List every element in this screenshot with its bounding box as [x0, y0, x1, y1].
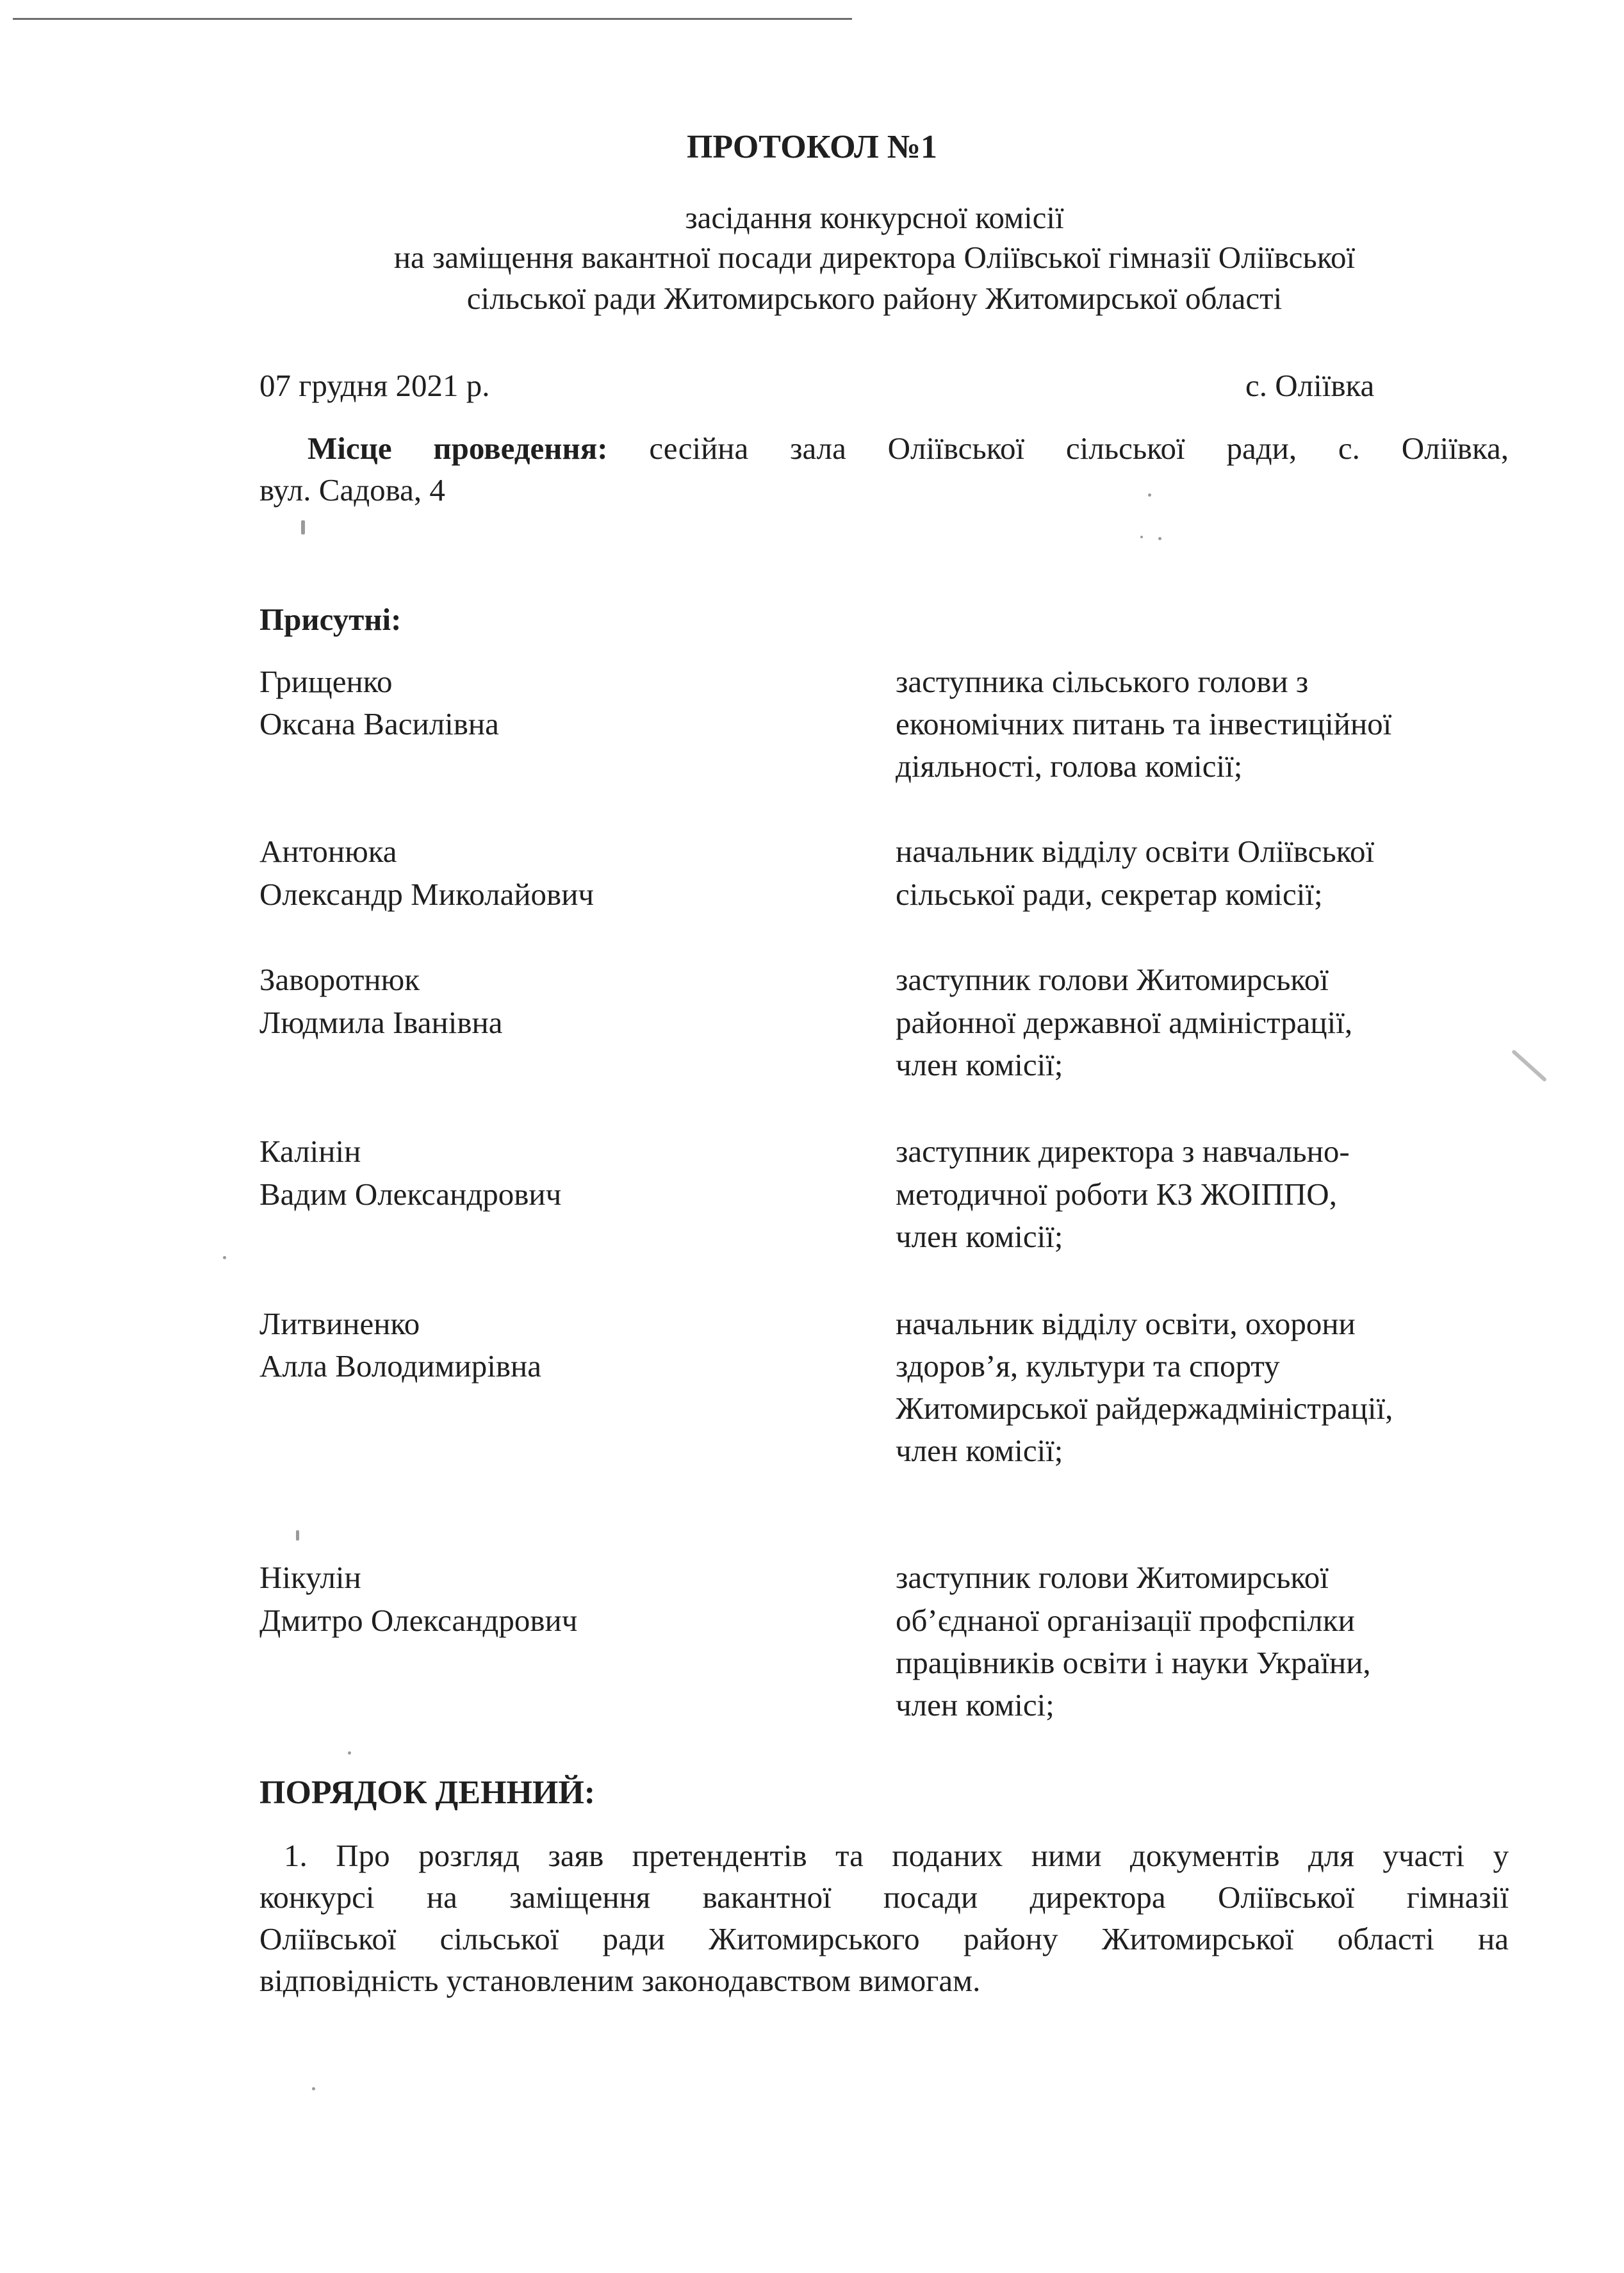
member-given-names: Людмила Іванівна: [259, 1005, 503, 1040]
scan-edge-line: [13, 18, 852, 20]
agenda-item-1: [259, 1835, 1509, 2001]
member-given-names: Дмитро Олександрович: [259, 1603, 578, 1638]
document-title: ПРОТОКОЛ №1: [686, 129, 938, 165]
member-role-line: здоров’я, культури та спорту: [896, 1348, 1280, 1384]
member-role-line: заступника сільського голови з: [896, 664, 1309, 699]
scan-speck: [312, 2087, 315, 2090]
member-surname: Калінін: [259, 1134, 361, 1169]
member-role-line: заступник директора з навчально-: [896, 1134, 1350, 1169]
subtitle-line-3: сільської ради Житомирського району Житомирської області: [466, 281, 1283, 316]
scan-speck: [301, 520, 305, 534]
member-role-line: член комісі;: [896, 1687, 1054, 1723]
member-role-line: заступник голови Житомирської: [896, 1560, 1329, 1595]
subtitle-line-1: засідання конкурсної комісії: [685, 200, 1064, 235]
member-surname: Антонюка: [259, 834, 397, 869]
venue-label: Місце проведення:: [308, 431, 608, 466]
member-role-line: Житомирської райдержадміністрації,: [896, 1391, 1393, 1426]
member-given-names: Оксана Василівна: [259, 706, 499, 741]
member-given-names: Алла Володимирівна: [259, 1348, 541, 1384]
venue-line-1: [259, 427, 1509, 469]
member-role-line: працівників освіти і науки України,: [896, 1645, 1371, 1680]
member-role-line: районної державної адміністрації,: [896, 1005, 1353, 1040]
scan-streak: [1511, 1049, 1547, 1082]
member-surname: Заворотнюк: [259, 962, 420, 997]
venue-text: сесійна зала Оліївської сільської ради, с. Оліївка,: [649, 431, 1509, 466]
scan-speck: [1158, 537, 1161, 540]
agenda-item-line: Оліївської сільської ради Житомирського району Житомирської області на: [259, 1921, 1509, 1956]
member-role-line: начальник відділу освіти, охорони: [896, 1306, 1356, 1341]
venue-line-2: вул. Садова, 4: [259, 472, 445, 508]
attendees-heading: Присутні:: [259, 602, 402, 637]
member-role-line: член комісії;: [896, 1219, 1063, 1254]
member-role-line: діяльності, голова комісії;: [896, 748, 1243, 784]
agenda-item-line: 1. Про розгляд заяв претендентів та поданих ними документів для участі у: [284, 1838, 1509, 1873]
member-surname: Нікулін: [259, 1560, 361, 1595]
member-given-names: Олександр Миколайович: [259, 877, 595, 912]
meeting-place: с. Оліївка: [1245, 368, 1375, 403]
member-surname: Грищенко: [259, 664, 393, 699]
agenda-heading: ПОРЯДОК ДЕННИЙ:: [259, 1774, 596, 1811]
member-role-line: член комісії;: [896, 1433, 1063, 1468]
member-role-line: начальник відділу освіти Оліївської: [896, 834, 1375, 869]
scan-speck: [296, 1530, 299, 1541]
scan-speck: [223, 1256, 226, 1259]
member-role-line: методичної роботи КЗ ЖОІППО,: [896, 1177, 1337, 1212]
meeting-date: 07 грудня 2021 р.: [259, 368, 490, 403]
member-given-names: Вадим Олександрович: [259, 1177, 562, 1212]
scan-speck: [348, 1751, 351, 1755]
member-role-line: член комісії;: [896, 1047, 1063, 1082]
member-role-line: економічних питань та інвестиційної: [896, 706, 1392, 741]
subtitle-line-2: на заміщення вакантної посади директора Оліївської гімназії Оліївської: [393, 240, 1356, 275]
member-role-line: сільської ради, секретар комісії;: [896, 877, 1323, 912]
agenda-item-line: конкурсі на заміщення вакантної посади директора Оліївської гімназії: [259, 1880, 1509, 1915]
agenda-item-line: відповідність установленим законодавством вимогам.: [259, 1963, 981, 1998]
member-role-line: об’єднаної організації профспілки: [896, 1603, 1355, 1638]
member-surname: Литвиненко: [259, 1306, 420, 1341]
venue-paragraph: [259, 427, 1509, 511]
scan-speck: [1140, 536, 1143, 538]
member-role-line: заступник голови Житомирської: [896, 962, 1329, 997]
